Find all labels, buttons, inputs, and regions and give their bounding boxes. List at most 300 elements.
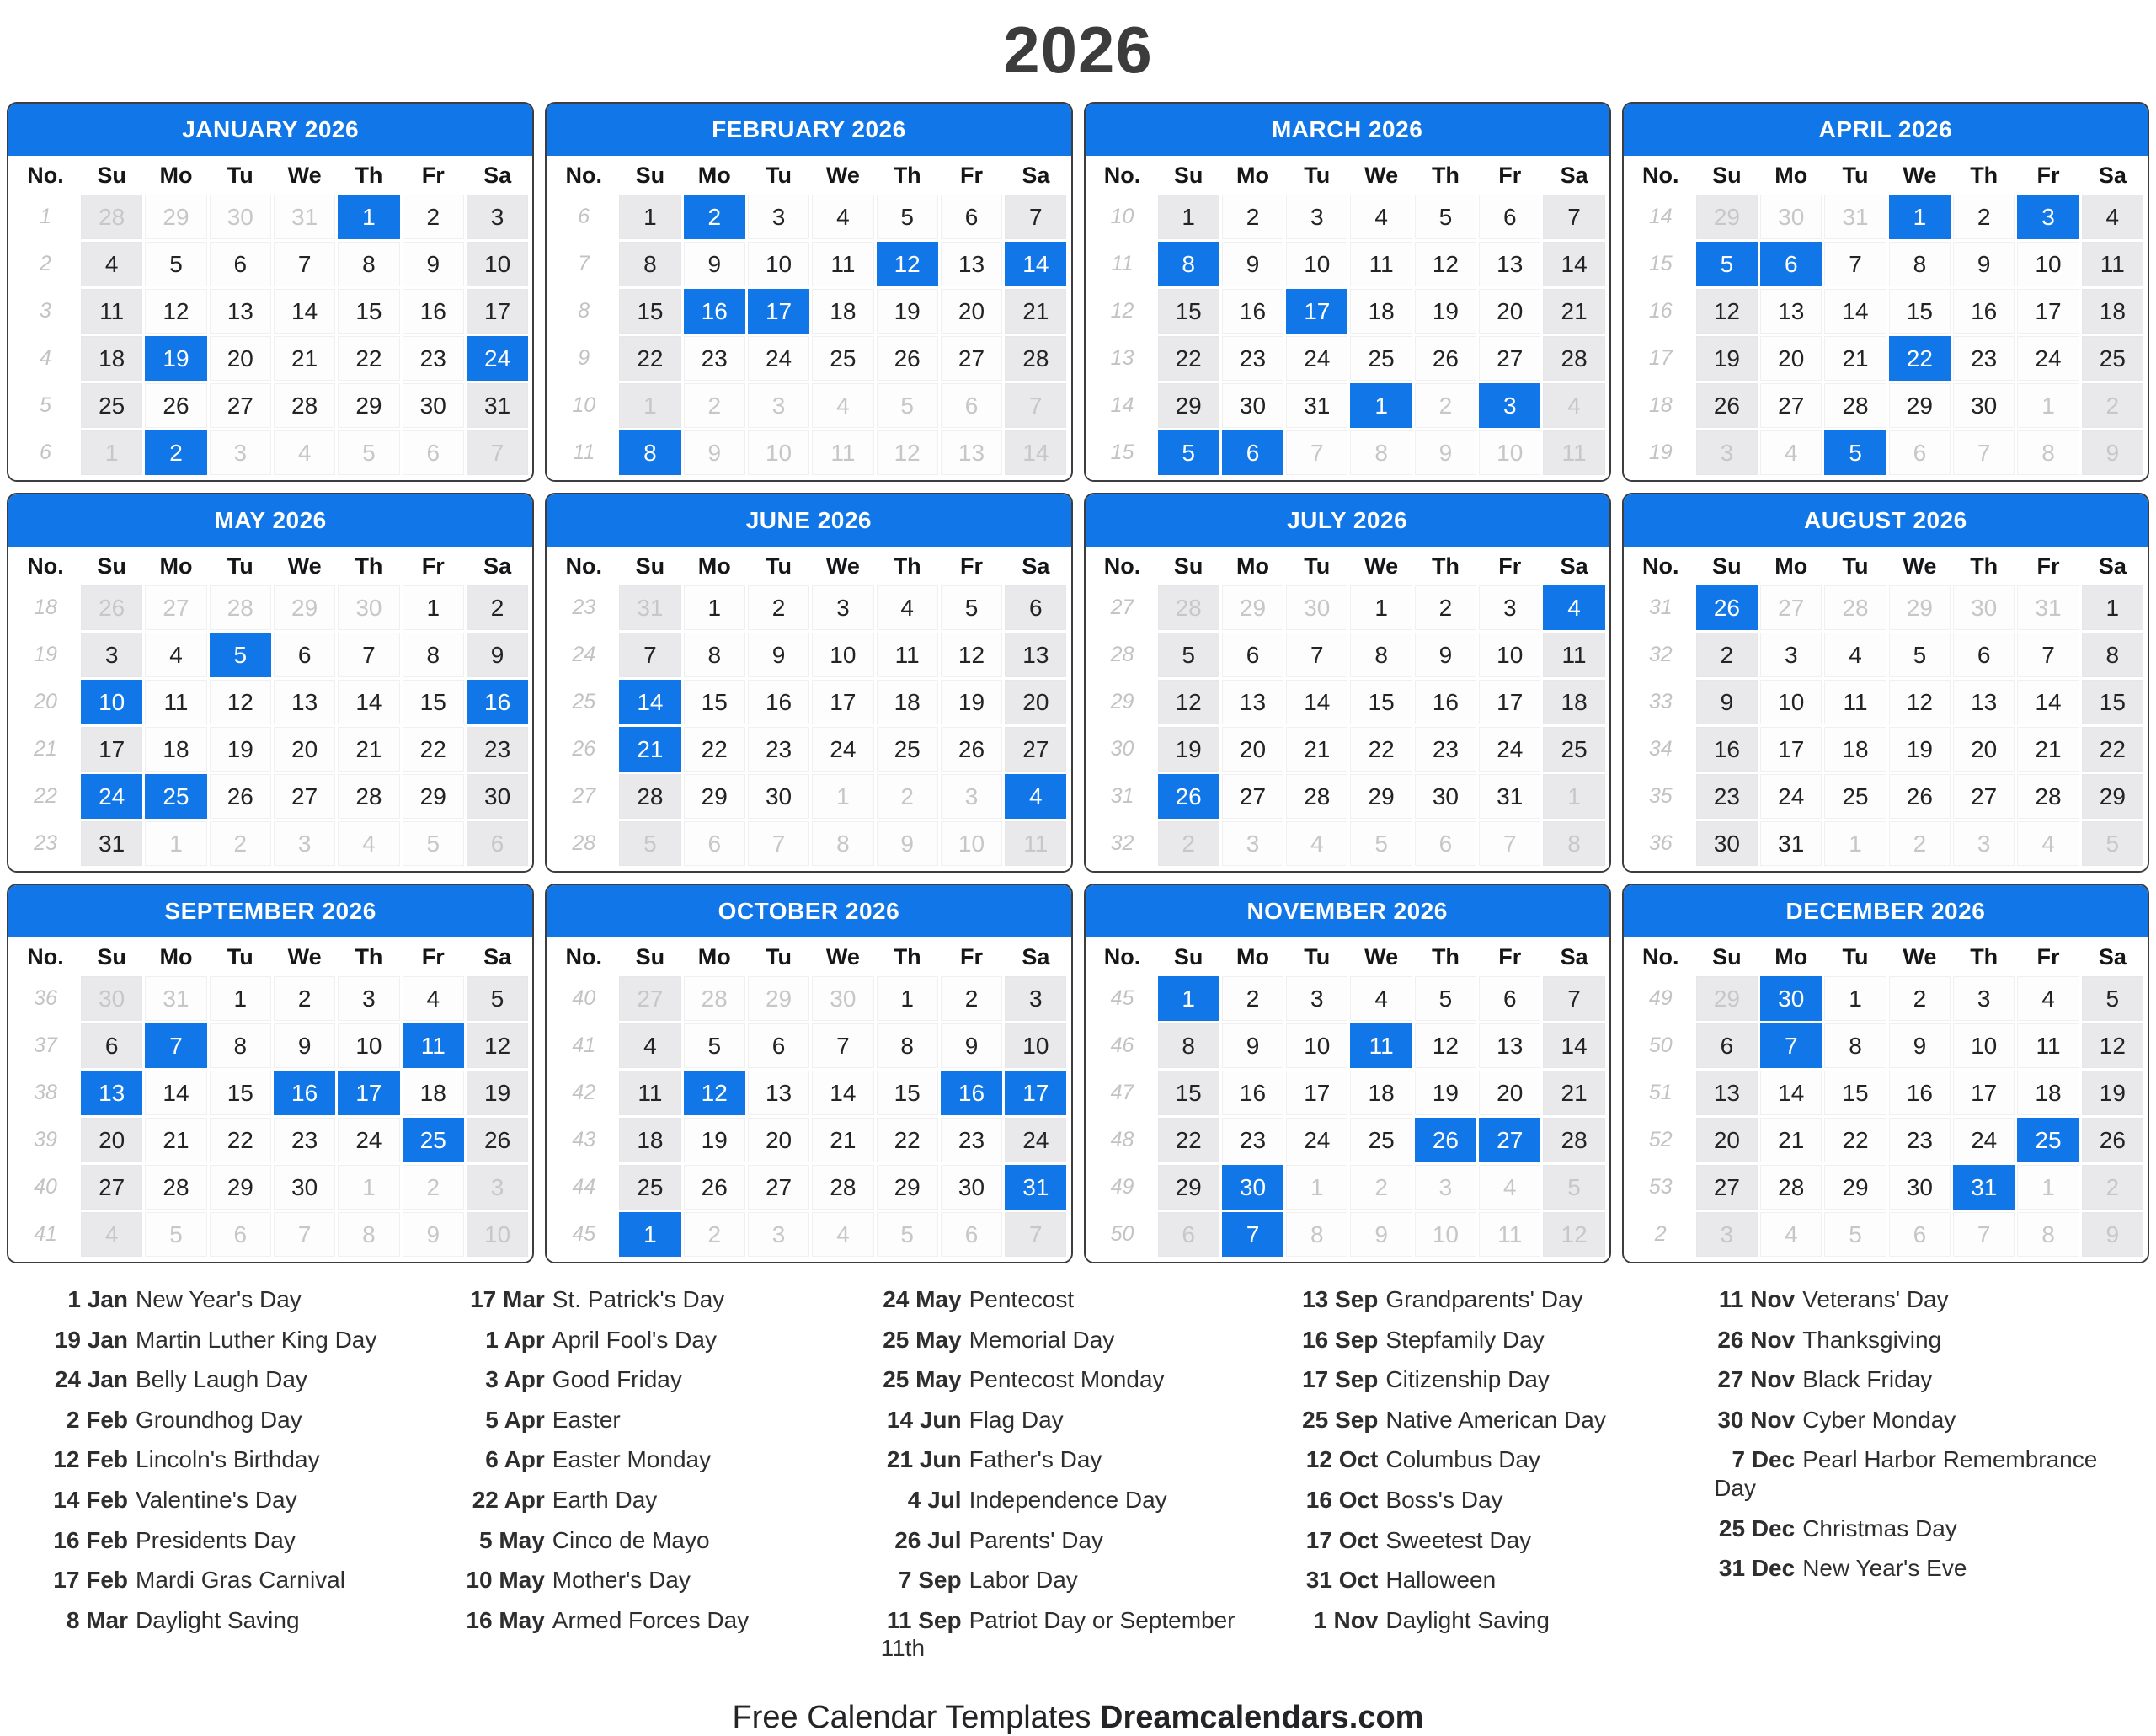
week-number-header: No.	[27, 162, 64, 188]
day-cell: 16	[467, 680, 528, 724]
day-cell: 30	[1222, 1165, 1283, 1210]
week-row	[13, 289, 528, 334]
holiday-date: 5 May	[478, 1526, 545, 1553]
day-of-week-header: Mo	[697, 943, 731, 969]
week-number: 2	[1628, 1212, 1694, 1257]
day-cell: 8	[338, 1212, 399, 1257]
holiday-date: 14 Feb	[53, 1486, 128, 1513]
footer-brand-link[interactable]: Dreamcalendars.com	[1100, 1699, 1424, 1735]
day-cell: 5	[1158, 633, 1219, 677]
holiday-date: 13 Sep	[1302, 1286, 1379, 1312]
day-of-week-header: We	[825, 162, 860, 188]
day-cell: 27	[1222, 774, 1283, 819]
holiday-name: Good Friday	[552, 1366, 682, 1393]
day-cell: 10	[812, 633, 873, 677]
week-number: 4	[13, 336, 78, 381]
day-cell: 6	[941, 1212, 1002, 1257]
day-cell: 1	[1350, 383, 1412, 428]
day-cell: 1	[619, 383, 680, 428]
day-cell: 7	[748, 821, 809, 866]
day-cell: 7	[812, 1023, 873, 1068]
holiday-item	[1297, 1566, 1692, 1594]
week-number: 32	[1628, 633, 1694, 677]
holiday-date: 16 Sep	[1302, 1326, 1379, 1353]
holiday-date: 31 Dec	[1718, 1555, 1796, 1582]
day-cell: 16	[941, 1071, 1002, 1115]
weekday-header-row	[1624, 156, 2148, 195]
day-cell: 2	[877, 774, 938, 819]
day-cell: 12	[2082, 1023, 2143, 1068]
day-of-week-header: Su	[1712, 553, 1742, 579]
day-cell: 8	[210, 1023, 271, 1068]
day-cell: 1	[619, 195, 680, 239]
day-cell: 23	[1222, 1118, 1283, 1162]
day-cell: 6	[274, 633, 335, 677]
day-cell: 21	[1286, 727, 1348, 772]
week-number: 11	[551, 430, 616, 475]
day-cell: 2	[684, 383, 745, 428]
day-cell: 10	[338, 1023, 399, 1068]
day-cell: 7	[338, 633, 399, 677]
week-number: 9	[551, 336, 616, 381]
month-day-grid	[1086, 976, 1609, 1262]
holiday-item	[47, 1445, 442, 1474]
day-cell: 2	[1696, 633, 1758, 677]
day-cell: 30	[1889, 1165, 1951, 1210]
day-cell: 4	[145, 633, 206, 677]
day-cell: 4	[1760, 1212, 1822, 1257]
day-cell: 22	[338, 336, 399, 381]
week-row	[1628, 242, 2143, 286]
month-title: JANUARY 2026	[8, 104, 532, 156]
day-cell: 10	[1479, 430, 1540, 475]
day-cell: 30	[403, 383, 464, 428]
day-cell: 3	[748, 195, 809, 239]
holiday-column	[47, 1285, 442, 1675]
week-number: 40	[551, 976, 616, 1021]
day-cell: 9	[1350, 1212, 1412, 1257]
week-number: 5	[13, 383, 78, 428]
week-row	[1090, 195, 1605, 239]
holiday-item	[464, 1526, 859, 1555]
week-row	[13, 195, 528, 239]
day-cell: 24	[1953, 1118, 2015, 1162]
week-row	[1628, 727, 2143, 772]
week-number: 53	[1628, 1165, 1694, 1210]
holiday-date: 1 Jan	[67, 1286, 128, 1312]
day-cell: 4	[812, 195, 873, 239]
day-cell: 12	[1889, 680, 1951, 724]
day-cell: 5	[877, 195, 938, 239]
month-card-november-2026	[1084, 884, 1611, 1263]
day-cell: 25	[1350, 336, 1412, 381]
week-row	[1628, 195, 2143, 239]
day-cell: 9	[2082, 1212, 2143, 1257]
day-cell: 30	[1696, 821, 1758, 866]
day-cell: 10	[1953, 1023, 2015, 1068]
day-cell: 27	[1005, 727, 1066, 772]
day-cell: 22	[403, 727, 464, 772]
day-cell: 30	[81, 976, 142, 1021]
day-cell: 10	[467, 242, 528, 286]
day-of-week-header: Su	[97, 553, 126, 579]
day-cell: 3	[1222, 821, 1283, 866]
day-cell: 16	[748, 680, 809, 724]
day-cell: 2	[684, 1212, 745, 1257]
day-cell: 3	[1760, 633, 1822, 677]
holiday-item	[881, 1486, 1276, 1514]
day-cell: 7	[1953, 1212, 2015, 1257]
day-cell: 2	[1953, 195, 2015, 239]
holiday-date: 22 Apr	[472, 1486, 545, 1513]
day-cell: 27	[1479, 336, 1540, 381]
day-cell: 12	[877, 430, 938, 475]
holiday-name: Belly Laugh Day	[136, 1366, 307, 1393]
day-cell: 20	[1953, 727, 2015, 772]
week-number: 13	[1090, 336, 1155, 381]
day-cell: 27	[145, 585, 206, 630]
day-cell: 21	[619, 727, 680, 772]
week-row	[551, 821, 1066, 866]
day-cell: 10	[1760, 680, 1822, 724]
weekday-header-row	[1086, 156, 1609, 195]
day-cell: 3	[1479, 383, 1540, 428]
week-row	[1090, 1212, 1605, 1257]
day-cell: 3	[210, 430, 271, 475]
day-cell: 30	[941, 1165, 1002, 1210]
holiday-item	[881, 1365, 1276, 1394]
holiday-date: 30 Nov	[1717, 1406, 1796, 1433]
week-row	[551, 1212, 1066, 1257]
day-cell: 7	[274, 242, 335, 286]
day-cell: 16	[1953, 289, 2015, 334]
day-cell: 10	[2017, 242, 2079, 286]
week-row	[13, 1023, 528, 1068]
day-cell: 3	[1286, 195, 1348, 239]
day-cell: 21	[1824, 336, 1886, 381]
month-day-grid	[1624, 585, 2148, 871]
day-of-week-header: Mo	[1235, 943, 1269, 969]
week-row	[551, 633, 1066, 677]
holiday-name: Daylight Saving	[1385, 1606, 1550, 1633]
holiday-item	[464, 1365, 859, 1394]
day-cell: 6	[1158, 1212, 1219, 1257]
day-cell: 21	[2017, 727, 2079, 772]
day-cell: 5	[1824, 1212, 1886, 1257]
day-cell: 3	[338, 976, 399, 1021]
day-cell: 4	[403, 976, 464, 1021]
day-cell: 15	[2082, 680, 2143, 724]
day-cell: 7	[467, 430, 528, 475]
day-cell: 5	[1158, 430, 1219, 475]
month-card-june-2026	[545, 493, 1072, 873]
day-cell: 14	[2017, 680, 2079, 724]
day-of-week-header: Sa	[483, 943, 512, 969]
holiday-date: 25 May	[883, 1326, 962, 1353]
week-number: 49	[1090, 1165, 1155, 1210]
day-cell: 4	[812, 1212, 873, 1257]
day-cell: 4	[1760, 430, 1822, 475]
day-cell: 5	[877, 1212, 938, 1257]
day-cell: 2	[403, 1165, 464, 1210]
day-cell: 13	[748, 1071, 809, 1115]
day-cell: 1	[210, 976, 271, 1021]
month-title: FEBRUARY 2026	[547, 104, 1070, 156]
week-number: 25	[551, 680, 616, 724]
day-cell: 3	[467, 195, 528, 239]
day-cell: 5	[684, 1023, 745, 1068]
holiday-name: Labor Day	[969, 1567, 1078, 1594]
week-number: 24	[551, 633, 616, 677]
day-cell: 28	[812, 1165, 873, 1210]
day-cell: 7	[1479, 821, 1540, 866]
day-cell: 27	[1953, 774, 2015, 819]
week-row	[551, 727, 1066, 772]
day-cell: 3	[1479, 585, 1540, 630]
day-cell: 3	[1005, 976, 1066, 1021]
day-cell: 5	[1415, 976, 1476, 1021]
day-cell: 11	[1350, 242, 1412, 286]
day-cell: 9	[748, 633, 809, 677]
week-number: 10	[1090, 195, 1155, 239]
weekday-header-row	[1086, 547, 1609, 585]
week-number-header: No.	[565, 943, 602, 969]
holiday-name: New Year's Eve	[1802, 1555, 1967, 1582]
day-cell: 30	[1953, 585, 2015, 630]
day-cell: 4	[1286, 821, 1348, 866]
week-number: 23	[13, 821, 78, 866]
week-row	[13, 633, 528, 677]
day-cell: 8	[1286, 1212, 1348, 1257]
week-row	[1090, 1165, 1605, 1210]
holiday-name: St. Patrick's Day	[552, 1286, 725, 1312]
day-cell: 30	[338, 585, 399, 630]
day-cell: 11	[1005, 821, 1066, 866]
day-cell: 24	[812, 727, 873, 772]
day-cell: 3	[81, 633, 142, 677]
weekday-header-row	[1624, 547, 2148, 585]
day-of-week-header: We	[1364, 943, 1399, 969]
weekday-header-row	[8, 156, 532, 195]
week-row	[551, 1071, 1066, 1115]
day-cell: 29	[748, 976, 809, 1021]
day-cell: 21	[1543, 289, 1604, 334]
day-cell: 25	[619, 1165, 680, 1210]
day-of-week-header: Mo	[697, 162, 731, 188]
day-of-week-header: Su	[1712, 162, 1742, 188]
day-cell: 10	[1479, 633, 1540, 677]
holiday-item	[1297, 1365, 1692, 1394]
holiday-item	[1297, 1445, 1692, 1474]
day-cell: 27	[748, 1165, 809, 1210]
day-cell: 1	[1158, 195, 1219, 239]
holiday-item	[47, 1406, 442, 1434]
day-cell: 9	[1222, 1023, 1283, 1068]
day-cell: 4	[81, 242, 142, 286]
day-cell: 11	[812, 430, 873, 475]
week-number: 19	[1628, 430, 1694, 475]
day-cell: 23	[1953, 336, 2015, 381]
day-cell: 27	[1696, 1165, 1758, 1210]
holiday-name: Cyber Monday	[1802, 1406, 1956, 1433]
month-title: JUNE 2026	[547, 494, 1070, 547]
day-cell: 26	[145, 383, 206, 428]
day-of-week-header: Sa	[483, 162, 512, 188]
day-cell: 5	[1350, 821, 1412, 866]
holiday-name: Easter	[552, 1406, 621, 1433]
day-of-week-header: Sa	[483, 553, 512, 579]
day-cell: 8	[2082, 633, 2143, 677]
day-cell: 20	[274, 727, 335, 772]
holiday-item	[1714, 1285, 2109, 1314]
day-cell: 10	[81, 680, 142, 724]
day-cell: 9	[1222, 242, 1283, 286]
day-cell: 21	[1760, 1118, 1822, 1162]
day-cell: 13	[81, 1071, 142, 1115]
day-cell: 23	[941, 1118, 1002, 1162]
holiday-date: 25 Sep	[1302, 1406, 1379, 1433]
week-row	[1090, 1023, 1605, 1068]
day-cell: 24	[1286, 336, 1348, 381]
holiday-date: 16 May	[466, 1606, 545, 1633]
weekday-header-row	[1624, 937, 2148, 976]
holiday-name: Lincoln's Birthday	[136, 1446, 320, 1473]
day-cell: 22	[210, 1118, 271, 1162]
week-number: 45	[1090, 976, 1155, 1021]
holiday-item	[881, 1445, 1276, 1474]
holiday-date: 24 Jan	[54, 1366, 128, 1393]
day-cell: 31	[1953, 1165, 2015, 1210]
day-cell: 4	[1005, 774, 1066, 819]
holiday-date: 27 Nov	[1717, 1366, 1796, 1393]
week-number: 14	[1090, 383, 1155, 428]
day-cell: 10	[1415, 1212, 1476, 1257]
month-title: SEPTEMBER 2026	[8, 885, 532, 937]
week-row	[1628, 430, 2143, 475]
day-cell: 14	[1005, 430, 1066, 475]
day-cell: 28	[145, 1165, 206, 1210]
week-row	[551, 1023, 1066, 1068]
day-cell: 22	[1889, 336, 1951, 381]
day-cell: 1	[1286, 1165, 1348, 1210]
day-of-week-header: We	[825, 943, 860, 969]
day-cell: 26	[467, 1118, 528, 1162]
day-cell: 8	[2017, 1212, 2079, 1257]
week-number: 12	[1090, 289, 1155, 334]
day-cell: 23	[467, 727, 528, 772]
month-title: OCTOBER 2026	[547, 885, 1070, 937]
day-of-week-header: We	[287, 943, 322, 969]
day-of-week-header: Fr	[421, 553, 445, 579]
day-cell: 1	[812, 774, 873, 819]
day-cell: 7	[1286, 430, 1348, 475]
week-row	[551, 336, 1066, 381]
day-cell: 1	[1350, 585, 1412, 630]
day-of-week-header: Su	[635, 162, 665, 188]
day-cell: 10	[941, 821, 1002, 866]
day-cell: 28	[210, 585, 271, 630]
day-of-week-header: Sa	[1560, 162, 1588, 188]
week-number: 41	[13, 1212, 78, 1257]
day-of-week-header: We	[287, 553, 322, 579]
day-cell: 9	[467, 633, 528, 677]
day-cell: 25	[403, 1118, 464, 1162]
week-number: 30	[1090, 727, 1155, 772]
day-cell: 12	[1415, 242, 1476, 286]
day-cell: 6	[1415, 821, 1476, 866]
day-cell: 30	[812, 976, 873, 1021]
day-cell: 25	[812, 336, 873, 381]
month-day-grid	[547, 976, 1070, 1262]
holiday-name: Memorial Day	[969, 1326, 1115, 1353]
day-cell: 11	[812, 242, 873, 286]
day-of-week-header: Mo	[1774, 943, 1808, 969]
day-cell: 26	[1889, 774, 1951, 819]
day-cell: 6	[1889, 430, 1951, 475]
day-cell: 23	[748, 727, 809, 772]
week-number-header: No.	[1103, 553, 1141, 579]
holiday-item	[464, 1445, 859, 1474]
week-number: 18	[1628, 383, 1694, 428]
day-cell: 28	[1824, 383, 1886, 428]
week-number: 33	[1628, 680, 1694, 724]
day-cell: 3	[1696, 430, 1758, 475]
holiday-date: 1 Apr	[485, 1326, 545, 1353]
day-cell: 26	[941, 727, 1002, 772]
day-cell: 17	[338, 1071, 399, 1115]
day-cell: 25	[145, 774, 206, 819]
month-day-grid	[8, 585, 532, 871]
day-cell: 5	[1824, 430, 1886, 475]
week-number-header: No.	[27, 553, 64, 579]
week-row	[1090, 774, 1605, 819]
holiday-date: 25 Dec	[1718, 1514, 1796, 1541]
day-cell: 3	[748, 1212, 809, 1257]
week-row	[551, 976, 1066, 1021]
holiday-date: 7 Sep	[898, 1567, 962, 1594]
day-of-week-header: Fr	[1498, 162, 1522, 188]
holiday-item	[881, 1326, 1276, 1354]
week-number: 16	[1628, 289, 1694, 334]
week-number-header: No.	[1103, 162, 1141, 188]
day-cell: 25	[1350, 1118, 1412, 1162]
footer-text: Free Calendar Templates	[732, 1699, 1091, 1735]
day-of-week-header: Th	[1431, 943, 1460, 969]
day-cell: 2	[2082, 383, 2143, 428]
day-cell: 6	[1222, 430, 1283, 475]
day-cell: 15	[1158, 1071, 1219, 1115]
day-cell: 24	[338, 1118, 399, 1162]
day-of-week-header: Mo	[159, 943, 193, 969]
day-cell: 29	[338, 383, 399, 428]
day-cell: 9	[684, 242, 745, 286]
day-cell: 28	[2017, 774, 2079, 819]
day-of-week-header: Sa	[2098, 553, 2127, 579]
day-cell: 17	[467, 289, 528, 334]
day-cell: 29	[1158, 383, 1219, 428]
day-cell: 11	[2082, 242, 2143, 286]
month-card-march-2026	[1084, 102, 1611, 482]
week-row	[551, 195, 1066, 239]
holiday-name: Cinco de Mayo	[552, 1526, 710, 1553]
week-row	[13, 242, 528, 286]
holiday-name: Boss's Day	[1385, 1486, 1503, 1513]
day-of-week-header: Th	[1970, 162, 1999, 188]
day-cell: 19	[210, 727, 271, 772]
holiday-date: 17 Feb	[53, 1567, 128, 1594]
day-cell: 17	[1479, 680, 1540, 724]
month-day-grid	[1624, 976, 2148, 1262]
